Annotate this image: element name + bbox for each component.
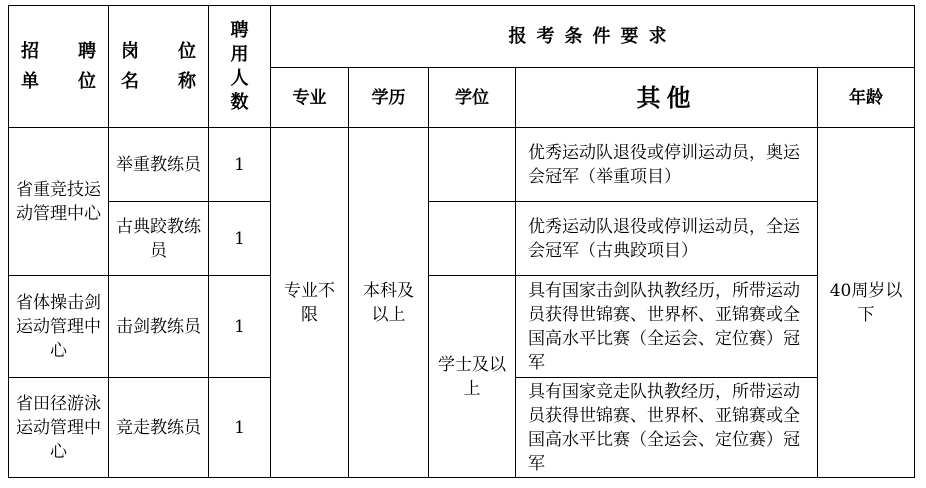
unit-cell: 省体操击剑运动管理中心 bbox=[9, 276, 109, 378]
post-cell: 竞走教练员 bbox=[109, 378, 209, 478]
major-cell: 专业不限 bbox=[271, 128, 349, 478]
header-degree: 学位 bbox=[429, 68, 516, 128]
post-cell: 举重教练员 bbox=[109, 128, 209, 202]
header-requirements: 报考条件要求 bbox=[271, 6, 915, 68]
age-cell: 40周岁以下 bbox=[818, 128, 915, 478]
degree-cell-empty bbox=[429, 128, 516, 202]
header-count: 聘用人数 bbox=[209, 6, 271, 128]
header-education: 学历 bbox=[349, 68, 429, 128]
post-cell: 击剑教练员 bbox=[109, 276, 209, 378]
header-age: 年龄 bbox=[818, 68, 915, 128]
other-cell: 优秀运动队退役或停训运动员，奥运会冠军（举重项目） bbox=[516, 128, 818, 202]
header-unit: 招 聘 单 位 bbox=[9, 6, 109, 128]
recruitment-table bbox=[8, 5, 915, 478]
other-cell: 具有国家击剑队执教经历，所带运动员获得世锦赛、世界杯、亚锦赛或全国高水平比赛（全运会、定位赛）冠军 bbox=[516, 276, 818, 378]
unit-cell: 省重竞技运动管理中心 bbox=[9, 128, 109, 276]
degree-cell: 学士及以上 bbox=[429, 276, 516, 478]
post-cell: 古典跤教练员 bbox=[109, 202, 209, 276]
count-cell: 1 bbox=[209, 378, 271, 478]
count-cell: 1 bbox=[209, 202, 271, 276]
header-post: 岗 位 名 称 bbox=[109, 6, 209, 128]
unit-cell: 省田径游泳运动管理中心 bbox=[9, 378, 109, 478]
header-other: 其他 bbox=[516, 68, 818, 128]
degree-cell-empty bbox=[429, 202, 516, 276]
count-cell: 1 bbox=[209, 276, 271, 378]
other-cell: 具有国家竞走队执教经历，所带运动员获得世锦赛、世界杯、亚锦赛或全国高水平比赛（全运会、定位赛）冠军 bbox=[516, 378, 818, 478]
other-cell: 优秀运动队退役或停训运动员，全运会冠军（古典跤项目） bbox=[516, 202, 818, 276]
header-major: 专业 bbox=[271, 68, 349, 128]
count-cell: 1 bbox=[209, 128, 271, 202]
education-cell: 本科及以上 bbox=[349, 128, 429, 478]
